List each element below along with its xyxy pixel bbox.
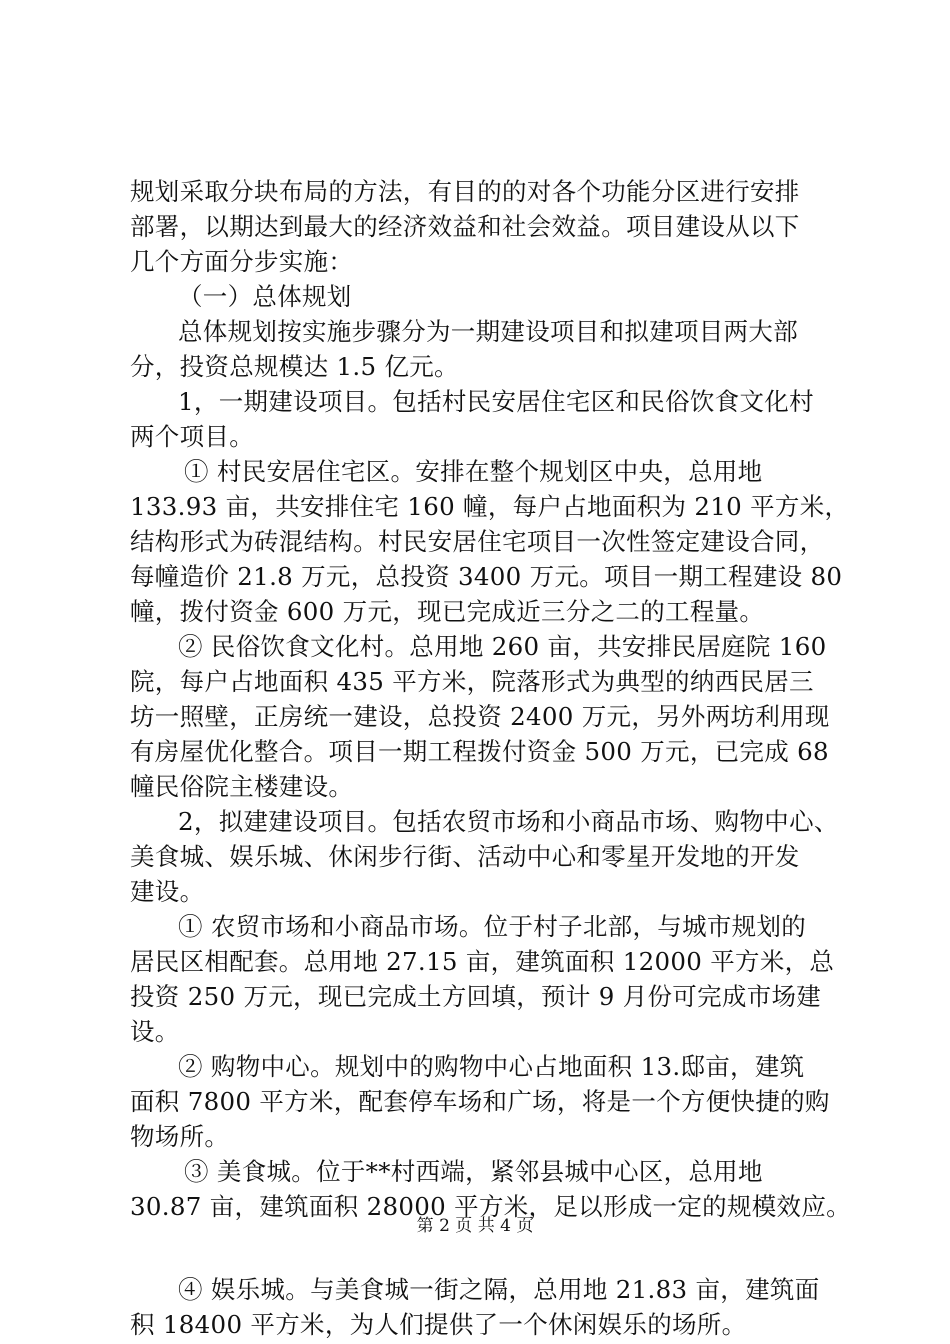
text-line: 分，投资总规模达 1.5 亿元。: [130, 352, 459, 381]
section-heading: （一）总体规划: [178, 282, 352, 311]
text-line: ① 村民安居住宅区。安排在整个规划区中央，总用地: [184, 457, 763, 486]
text-line: 几个方面分步实施：: [130, 247, 354, 276]
text-line: 美食城、娱乐城、休闲步行街、活动中心和零星开发地的开发: [130, 842, 800, 871]
text-line: 总体规划按实施步骤分为一期建设项目和拟建项目两大部: [178, 317, 798, 346]
text-line: 幢，拨付资金 600 万元，现已完成近三分之二的工程量。: [130, 597, 765, 626]
text-line: 两个项目。: [130, 422, 254, 451]
text-line: 规划采取分块布局的方法，有目的的对各个功能分区进行安排: [130, 177, 800, 206]
text-line: 每幢造价 21.8 万元，总投资 3400 万元。项目一期工程建设 80: [130, 562, 843, 591]
text-line: 居民区相配套。总用地 27.15 亩，建筑面积 12000 平方米，总: [130, 947, 835, 976]
text-line: ② 购物中心。规划中的购物中心占地面积 13.邸亩，建筑: [178, 1052, 805, 1081]
text-line: 面积 7800 平方米，配套停车场和广场，将是一个方便快捷的购: [130, 1087, 830, 1116]
body-text: [130, 174, 851, 1342]
text-line: 30.87 亩，建筑面积 28000 平方米，足以形成一定的规模效应。: [130, 1192, 851, 1221]
text-line: 坊一照壁，正房统一建设，总投资 2400 万元，另外两坊利用现: [130, 702, 830, 731]
text-line: 建设。: [130, 877, 205, 906]
text-line: 设。: [130, 1017, 180, 1046]
text-line: ① 农贸市场和小商品市场。位于村子北部，与城市规划的: [178, 912, 807, 941]
text-line: 部署，以期达到最大的经济效益和社会效益。项目建设从以下: [130, 212, 800, 241]
text-line: 2，拟建建设项目。包括农贸市场和小商品市场、购物中心、: [178, 807, 839, 836]
text-line: ③ 美食城。位于**村西端，紧邻县城中心区，总用地: [184, 1157, 763, 1186]
text-line: 结构形式为砖混结构。村民安居住宅项目一次性签定建设合同，: [130, 527, 825, 556]
text-line: 有房屋优化整合。项目一期工程拨付资金 500 万元，已完成 68: [130, 737, 829, 766]
text-line: 院，每户占地面积 435 平方米，院落形式为典型的纳西民居三: [130, 667, 814, 696]
text-line: ④ 娱乐城。与美食城一街之隔，总用地 21.83 亩，建筑面: [178, 1275, 820, 1304]
text-line: ② 民俗饮食文化村。总用地 260 亩，共安排民居庭院 160: [178, 632, 827, 661]
page-footer: 第 2 页 共 4 页: [416, 1216, 534, 1236]
text-line: 物场所。: [130, 1122, 230, 1151]
text-line: 投资 250 万元，现已完成土方回填，预计 9 月份可完成市场建: [130, 982, 822, 1011]
text-line: 积 18400 平方米，为人们提供了一个休闲娱乐的场所。: [130, 1310, 747, 1339]
text-line: 133.93 亩，共安排住宅 160 幢，每户占地面积为 210 平方米，: [130, 492, 850, 521]
text-line: 幢民俗院主楼建设。: [130, 772, 354, 801]
text-line: 1，一期建设项目。包括村民安居住宅区和民俗饮食文化村: [178, 387, 814, 416]
